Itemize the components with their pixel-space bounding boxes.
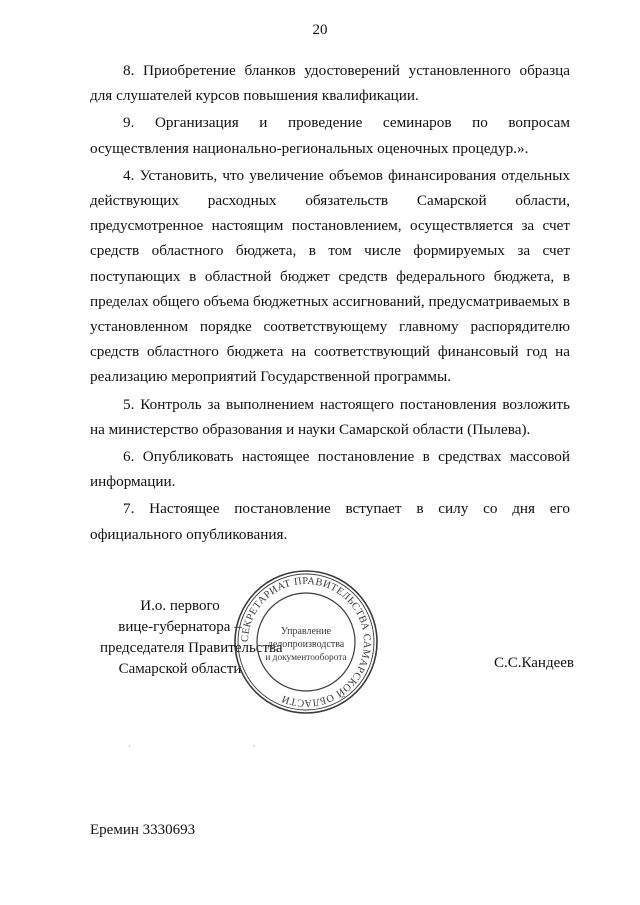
signatory-position-line: вице-губернатора – bbox=[118, 619, 242, 635]
paragraph-point-7: 7. Настоящее постановление вступает в силу со дня его официального опубликования. bbox=[90, 500, 570, 543]
paragraph-point-4: 4. Установить, что увеличение объемов финансирования отдельных действующих расходных обязательств Самарской области, предусмотренное настоящим постановлением, осуществляется за счет средств областного бюджета, в том числе формируемых за счет поступающих в областной бюджет средств федерального бюджета, в пределах общего объема бюджетных ассигнований, предусматриваемых в установленном порядке соответствующему главному распорядителю средств областного бюджета на соответствующий финансовый год на реализацию мероприятий Государственной программы. bbox=[90, 166, 570, 386]
official-seal-stamp bbox=[232, 568, 380, 716]
signatory-position-line: Самарской области bbox=[118, 661, 242, 677]
executor-contact: Еремин 3330693 bbox=[90, 822, 196, 838]
seal-center-line: делопроизводства bbox=[267, 639, 345, 650]
paragraph-item-8: 8. Приобретение бланков удостоверений установленного образца для слушателей курсов повышения квалификации. bbox=[90, 62, 570, 105]
page-number: 20 bbox=[312, 22, 328, 38]
seal-center-line: Управление bbox=[280, 626, 332, 637]
seal-ring-textpath: СЕКРЕТАРИАТ ПРАВИТЕЛЬСТВА САМАРСКОЙ ОБЛАСТИ bbox=[239, 575, 373, 709]
seal-center-line: и документооборота bbox=[265, 653, 347, 663]
document-body bbox=[90, 58, 570, 549]
paragraph-item-9: 9. Организация и проведение семинаров по вопросам осуществления национально-региональных оценочных процедур.». bbox=[90, 114, 570, 157]
scan-specks: · · bbox=[128, 742, 316, 751]
paragraph-point-5: 5. Контроль за выполнением настоящего постановления возложить на министерство образования и науки Самарской области (Пылева). bbox=[90, 395, 570, 438]
signatory-name: С.С.Кандеев bbox=[493, 655, 574, 671]
signatory-position-line: председателя Правительства bbox=[100, 640, 283, 656]
signatory-position-line: И.о. первого bbox=[140, 598, 220, 614]
paragraph-point-6: 6. Опубликовать настоящее постановление в средствах массовой информации. bbox=[90, 448, 570, 491]
